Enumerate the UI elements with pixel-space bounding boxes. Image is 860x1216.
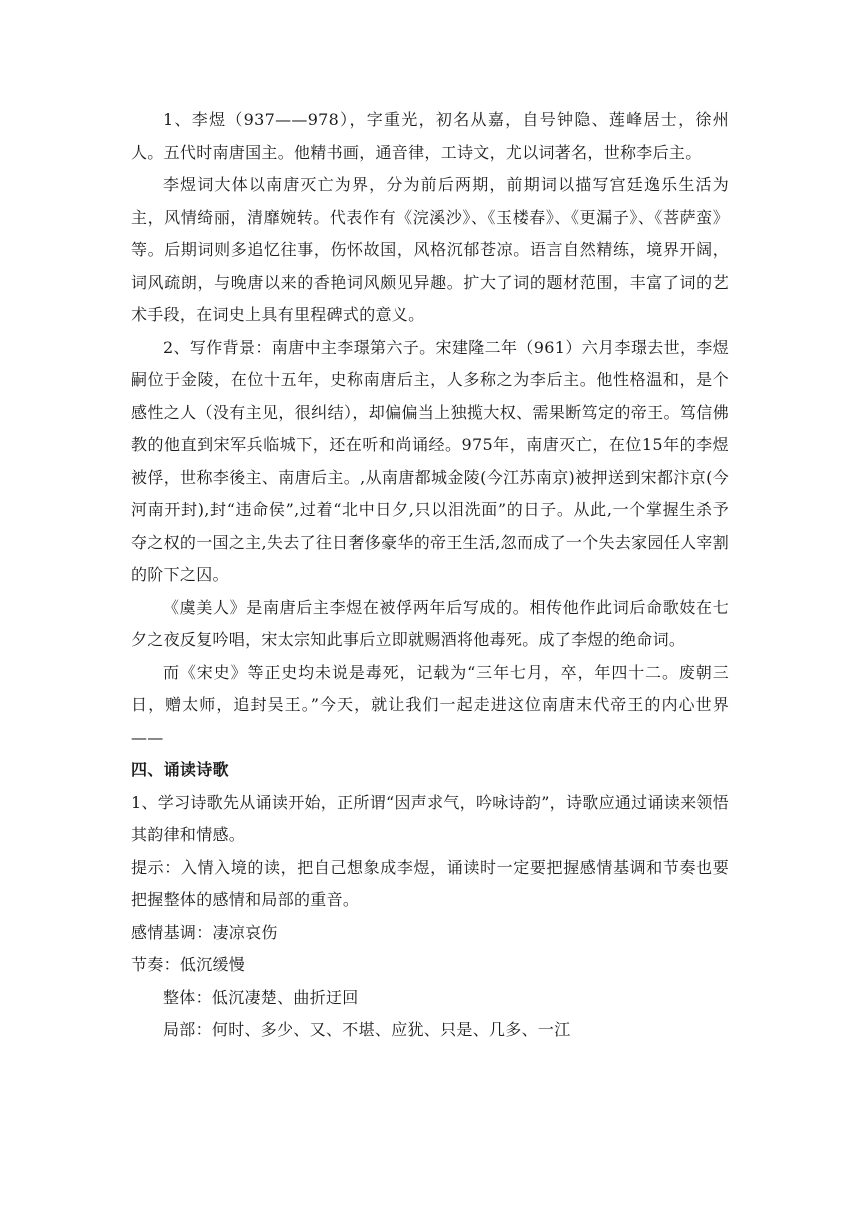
paragraph-recitation-tip: 提示：入情入境的读，把自己想象成李煜，诵读时一定要把握感情基调和节奏也要把握整体的感情和局部的重音。 [131, 857, 729, 909]
section-heading-recitation: 四、诵读诗歌 [131, 760, 229, 779]
line-emotional-tone: 感情基调：凄凉哀伤 [131, 922, 278, 942]
document-body [131, 104, 729, 1047]
line-rhythm: 节奏：低沉缓慢 [131, 955, 246, 974]
line-overall: 整体：低沉凄楚、曲折迂回 [163, 987, 359, 1007]
paragraph-li-yu-bio: 1、李煜（937——978），字重光，初名从嘉，自号钟隐、莲峰居士，徐州人。五代时南唐国主。他精书画，通音律，工诗文，尤以词著名，世称李后主。 [131, 110, 729, 162]
paragraph-writing-background: 2、写作背景：南唐中主李璟第六子。宋建隆二年（961）六月李璟去世，李煜嗣位于金陵，在位十五年，史称南唐后主，人多称之为李后主。他性格温和，是个感性之人（没有主见，很纠结），却偏偏当上独揽大权、需果断笃定的帝王。笃信佛教的他直到宋军兵临城下，还在听和尚诵经。975年，南唐灭亡，在位15年的李煜被俘，世称李後主、南唐后主。,从南唐都城金陵(今江苏南京)被押送到宋都汴京(今河南开封),封“违命侯”,过着“北中日夕,只以泪洗面”的日子。从此,一个掌握生杀予夺之权的一国之主,失去了往日奢侈豪华的帝王生活,忽而成了一个失去家园任人宰割的阶下之囚。 [131, 337, 729, 584]
paragraph-songshi-record: 而《宋史》等正史均未说是毒死，记载为“三年七月，卒，年四十二。废朝三日，赠太师，追封吴王。”今天，就让我们一起走进这位南唐末代帝王的内心世界—— [131, 662, 729, 747]
paragraph-yumeiren-origin: 《虞美人》是南唐后主李煜在被俘两年后写成的。相传他作此词后命歌妓在七夕之夜反复吟唱，宋太宗知此事后立即就赐酒将他毒死。成了李煜的绝命词。 [131, 597, 729, 649]
paragraph-recitation-intro: 1、学习诗歌先从诵读开始，正所谓“因声求气，吟咏诗韵”，诗歌应通过诵读来领悟其韵律和情感。 [131, 792, 729, 844]
paragraph-ci-style: 李煜词大体以南唐灭亡为界，分为前后两期，前期词以描写宫廷逸乐生活为主，风情绮丽，清靡婉转。代表作有《浣溪沙》、《玉楼春》、《更漏子》、《菩萨蛮》等。后期词则多追忆往事，伤怀故国，风格沉郁苍凉。语言自然精练，境界开阔，词风疏朗，与晚唐以来的香艳词风颇见异趣。扩大了词的题材范围，丰富了词的艺术手段，在词史上具有里程碑式的意义。 [131, 175, 729, 324]
line-local-stress: 局部：何时、多少、又、不堪、应犹、只是、几多、一江 [163, 1020, 571, 1039]
